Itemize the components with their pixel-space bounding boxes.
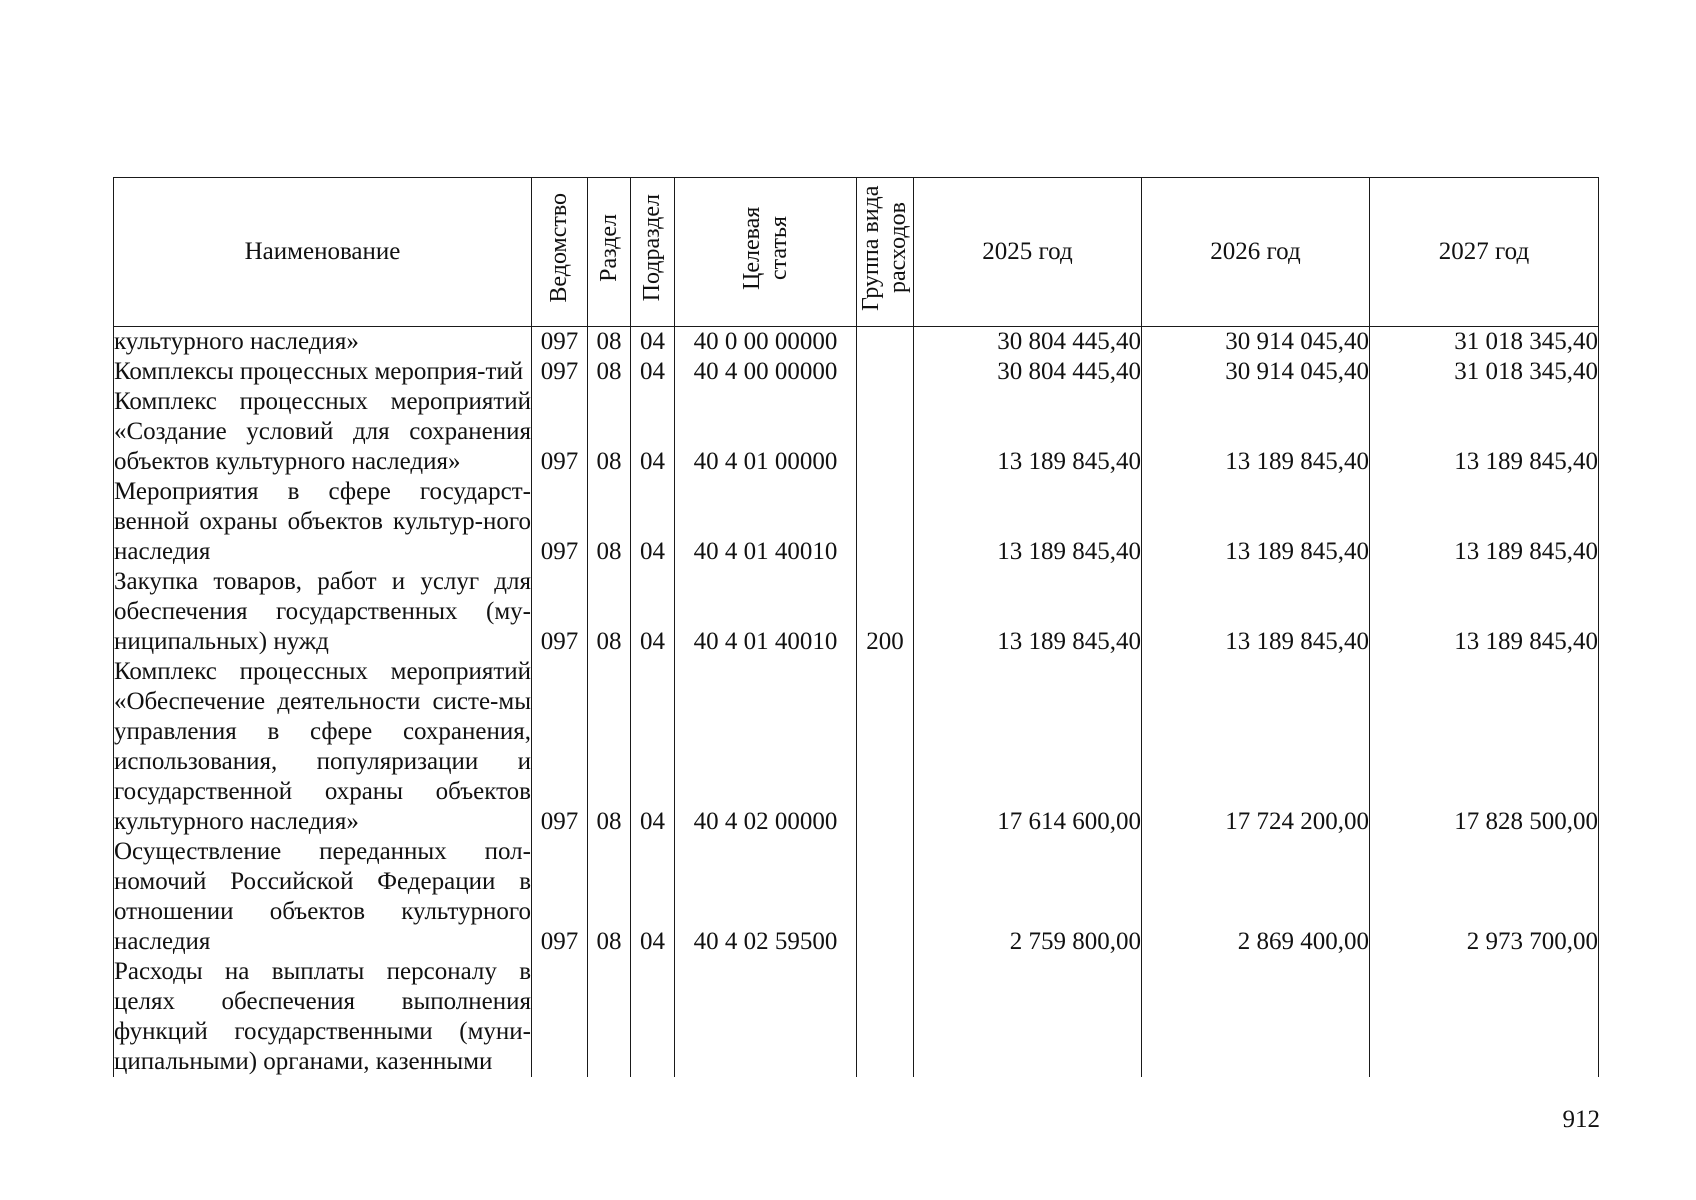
- row-department: 097: [532, 567, 588, 657]
- row-amount-2027: 2 973 700,00: [1370, 837, 1599, 957]
- row-subsection: 04: [631, 837, 675, 957]
- row-target-item: 40 4 02 59500: [675, 837, 857, 957]
- row-amount-2027: 13 189 845,40: [1370, 567, 1599, 657]
- row-amount-2026: 13 189 845,40: [1142, 477, 1370, 567]
- row-section: 08: [588, 477, 631, 567]
- row-amount-2027: 17 828 500,00: [1370, 657, 1599, 837]
- header-expense-group: Группа вида расходов: [857, 178, 914, 327]
- table-row: [114, 567, 1599, 657]
- row-department: 097: [532, 657, 588, 837]
- row-expense-group: [857, 657, 914, 837]
- row-name: Закупка товаров, работ и услуг для обеспечения государственных (му-ниципальных) нужд: [114, 568, 531, 655]
- row-amount-2025: 2 759 800,00: [914, 837, 1142, 957]
- row-expense-group: [857, 387, 914, 477]
- row-expense-group: [857, 327, 914, 358]
- table-row: [114, 387, 1599, 477]
- row-section: 08: [588, 327, 631, 358]
- row-amount-2025: 30 804 445,40: [914, 357, 1142, 387]
- table-row: [114, 657, 1599, 837]
- row-amount-2027: [1370, 957, 1599, 1077]
- row-department: [532, 957, 588, 1077]
- row-subsection: 04: [631, 477, 675, 567]
- row-expense-group: [857, 837, 914, 957]
- row-amount-2026: 2 869 400,00: [1142, 837, 1370, 957]
- page-number: 912: [1562, 1106, 1600, 1133]
- row-amount-2027: 31 018 345,40: [1370, 327, 1599, 358]
- row-name: Комплекс процессных мероприятий «Обеспечение деятельности систе-мы управления в сфере сохранения, использования, популяризации и государственной охраны объектов культурного наследия»: [114, 658, 531, 835]
- row-subsection: 04: [631, 567, 675, 657]
- row-amount-2025: 30 804 445,40: [914, 327, 1142, 358]
- row-subsection: 04: [631, 357, 675, 387]
- header-target-item: Целевая статья: [675, 178, 857, 327]
- row-name: Комплекс процессных мероприятий «Создание условий для сохранения объектов культурного наследия»: [114, 388, 531, 475]
- row-target-item: 40 0 00 00000: [675, 327, 857, 358]
- row-subsection: 04: [631, 657, 675, 837]
- row-amount-2026: 13 189 845,40: [1142, 567, 1370, 657]
- row-amount-2026: 30 914 045,40: [1142, 357, 1370, 387]
- table-row: [114, 477, 1599, 567]
- row-target-item: 40 4 01 40010: [675, 477, 857, 567]
- budget-table: [113, 177, 1599, 1077]
- row-name: Комплексы процессных мероприя-тий: [114, 357, 532, 387]
- row-expense-group: [857, 957, 914, 1077]
- row-amount-2025: 13 189 845,40: [914, 477, 1142, 567]
- row-section: 08: [588, 387, 631, 477]
- table-row: [114, 327, 1599, 358]
- table-row: [114, 957, 1599, 1077]
- table-row: [114, 837, 1599, 957]
- row-expense-group: 200: [857, 567, 914, 657]
- row-amount-2025: [914, 957, 1142, 1077]
- header-department: Ведомство: [532, 178, 588, 327]
- row-section: 08: [588, 837, 631, 957]
- row-target-item: 40 4 01 00000: [675, 387, 857, 477]
- row-department: 097: [532, 387, 588, 477]
- row-section: 08: [588, 357, 631, 387]
- header-name: Наименование: [114, 178, 532, 327]
- row-amount-2027: 13 189 845,40: [1370, 477, 1599, 567]
- row-expense-group: [857, 477, 914, 567]
- row-section: [588, 957, 631, 1077]
- row-department: 097: [532, 357, 588, 387]
- row-target-item: [675, 957, 857, 1077]
- row-amount-2026: [1142, 957, 1370, 1077]
- table-header-row: [114, 178, 1599, 327]
- row-name: Мероприятия в сфере государст-венной охраны объектов культур-ного наследия: [114, 478, 531, 565]
- table-row: [114, 357, 1599, 387]
- row-target-item: 40 4 00 00000: [675, 357, 857, 387]
- row-amount-2025: 13 189 845,40: [914, 387, 1142, 477]
- row-section: 08: [588, 657, 631, 837]
- row-department: 097: [532, 477, 588, 567]
- row-amount-2025: 17 614 600,00: [914, 657, 1142, 837]
- row-subsection: 04: [631, 387, 675, 477]
- header-2026: 2026 год: [1142, 178, 1370, 327]
- row-amount-2026: 13 189 845,40: [1142, 387, 1370, 477]
- row-amount-2026: 17 724 200,00: [1142, 657, 1370, 837]
- row-department: 097: [532, 327, 588, 358]
- row-target-item: 40 4 02 00000: [675, 657, 857, 837]
- row-amount-2027: 31 018 345,40: [1370, 357, 1599, 387]
- row-name: Расходы на выплаты персоналу в целях обеспечения выполнения функций государственными (муни-ципальными) органами, казенными: [114, 958, 531, 1075]
- row-subsection: 04: [631, 327, 675, 358]
- header-2027: 2027 год: [1370, 178, 1599, 327]
- header-subsection: Подраздел: [631, 178, 675, 327]
- row-amount-2025: 13 189 845,40: [914, 567, 1142, 657]
- row-department: 097: [532, 837, 588, 957]
- row-expense-group: [857, 357, 914, 387]
- row-amount-2026: 30 914 045,40: [1142, 327, 1370, 358]
- row-subsection: [631, 957, 675, 1077]
- row-amount-2027: 13 189 845,40: [1370, 387, 1599, 477]
- row-name: Осуществление переданных пол-номочий Российской Федерации в отношении объектов культурного наследия: [114, 838, 531, 955]
- header-section: Раздел: [588, 178, 631, 327]
- row-name: культурного наследия»: [114, 327, 532, 358]
- row-section: 08: [588, 567, 631, 657]
- row-target-item: 40 4 01 40010: [675, 567, 857, 657]
- header-2025: 2025 год: [914, 178, 1142, 327]
